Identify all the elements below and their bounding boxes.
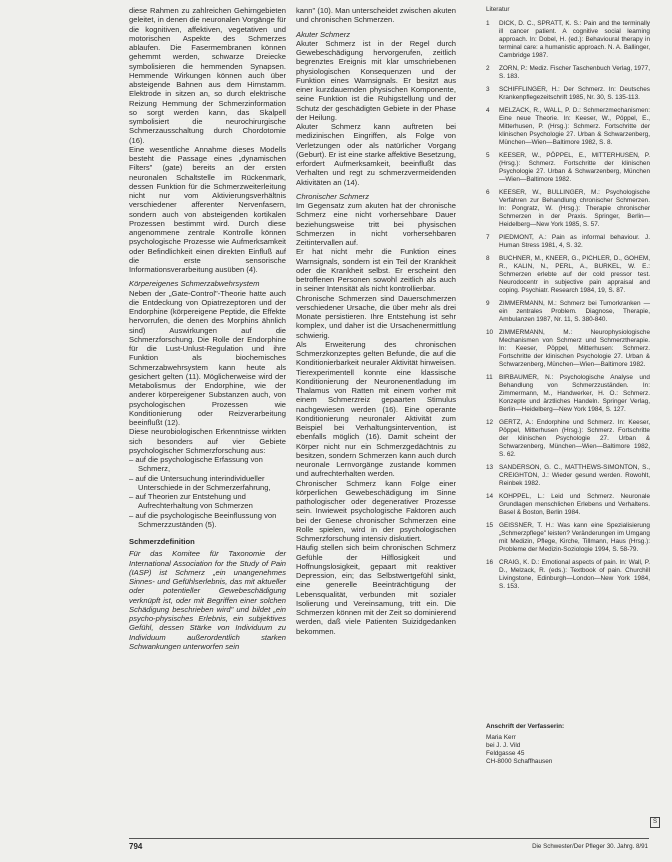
reference-number: 16 xyxy=(486,559,494,567)
reference-text: GEISSNER, T. H.: Was kann eine Spezialisierung „Schmerzpflege" leisten? Veränderungen im Umgang mit Medizin, Pflege, Kirche, Tillmann, Haus (Hrsg.): Probleme der Medizin-Soziologie 1994, S. 58-79. xyxy=(499,522,650,554)
reference-item xyxy=(486,86,650,102)
reference-text: DICK, D. C., SPRATT, K. S.: Pain and the terminally ill cancer patient. A cognitive social learning approach. In: Dobel, H. (ed.): Behavioural therapy in terminal care: a humanistic approach. N. A. Ballinger, Cambridge 1987. xyxy=(499,19,650,59)
reference-text: ZIMMERMANN, M.: Schmerz bei Tumorkranken — ein zentrales Problem. Diagnose, Therapie, Ambulanzen 1987, Nr. 11, S. 380-840. xyxy=(499,300,650,324)
reference-text: SANDERSON, G. C., MATTHEWS-SIMONTON, S., CREIGHTON, J.: Wieder gesund werden. Rowohlt, Reinbek 1982. xyxy=(499,464,650,487)
reference-item xyxy=(486,419,650,459)
paragraph: Im Gegensatz zum akuten hat der chronische Schmerz eine nicht vorhersehbare Dauer beziehungsweise tritt bei physischen Schmerzen in nicht vorhersehbaren Zeitintervallen auf. xyxy=(296,201,456,247)
reference-number: 15 xyxy=(486,522,494,530)
paragraph: Chronische Schmerzen sind Dauerschmerzen verschiedener Ursache, die über mehr als drei Monate persistieren. Ihre Entstehung ist sehr komplex, und daher ist die Ursachenermittlung schwierig. xyxy=(296,293,456,340)
reference-number: 4 xyxy=(486,107,490,115)
references-title: Literatur xyxy=(486,6,510,13)
paragraph: kann" (10). Man unterscheidet zwischen akuten und chronischen Schmerzen. xyxy=(296,6,456,25)
reference-number: 1 xyxy=(486,19,490,27)
address-line: bei J. J. Vild xyxy=(486,742,521,749)
paragraph: Akuter Schmerz kann auftreten bei medizinischen Eingriffen, als Folge von Verletzungen oder als natürlicher Vorgang (Geburt). Er ist eine starke affektive Besetzung, erfordert Aufmerksamkeit, beeinflußt das Verhalten und regt zu schmerzvermeidenden Aktivitäten an (14). xyxy=(296,122,456,187)
address-line: Maria Kerr xyxy=(486,734,516,741)
reference-item xyxy=(486,464,650,488)
subheading: Körpereigenes Schmerzabwehrsystem xyxy=(129,279,260,289)
reference-text: MELZACK, R., WALL, P. D.: Schmerzmechanismen: Eine neue Theorie. In: Keeser, W., Pöppel, E., Mitterhusen, P. (Hrsg.): Schmerz. Fortschritte der klinischen Psychologie 27. Urban & Schwarzenberg, München—Wien—Baltimore 1982, S. 8. xyxy=(499,107,650,146)
journal-footer: Die Schwester/Der Pfleger 30. Jahrg. 8/91 xyxy=(532,843,648,850)
reference-number: 6 xyxy=(486,189,490,197)
paragraph: diese Rahmen zu zahlreichen Gehirngebieten geleitet, in denen die neuronalen Vorgänge für die kognitiven, affektiven, vegetativen und motorischen Aspekte des Schmerzes ablaufen. Die Fasermembranen können gehemmt werden, schwarze Dreiecke symbolisieren die hemmenden Synapsen. Hemmende Wirkungen können auch über absteigende Bahnen aus dem Hirnstamm. Elektrode in sitzen an, so durch elektrische Reizung Hemmung der Schmerzinformation so sorgt werden kann, das Skalpell symbolisiert die neurochirurgische Schmerzausschaltung durch Chordotomie (16). xyxy=(129,6,286,145)
reference-text: ZIMMERMANN, M.: Neurophysiologische Mechanismen von Schmerz und Schmerztherapie. In: Keeser, Pöppel, Mitterhusen: Schmerz. Fortschritte der klinischen Psychologie 27. Urban & Schwarzenberg, München—Wien—Baltimore 1982. xyxy=(499,329,650,368)
author-address xyxy=(486,723,646,766)
reference-item xyxy=(486,300,650,324)
paragraph: Eine wesentliche Annahme dieses Modells besteht die Passage eines „dynamischen Filters" (gate) bereits an der ersten neuronalen Schaltstelle im Rückenmark, dessen Funktion für die Schmerzweiterleitung nicht nur vom Aktivierungsverhältnis verschiedener afferenter Nervenfasern, sondern auch von absteigenden kortikalen Prozessen bestimmt wird. Durch diese angenommene zentrale Kontrolle können psychologische Prozesse wie Aufmerksamkeit oder Befindlichkeit einen direkten Einfluß auf die erste sensorische Informationsverarbeitung ausüben (4). xyxy=(129,144,286,274)
list-item: – auf die psychologische Beeinflussung von Schmerzzuständen (5). xyxy=(129,511,286,530)
reference-number: 3 xyxy=(486,86,490,94)
reference-list xyxy=(486,20,650,591)
paragraph: Akuter Schmerz ist in der Regel durch Gewebeschädigung hervorgerufen, zeitlich begrenztes Ereignis mit klar umschriebenen physiologischen Konsequenzen und der Funktion eines Warnsignals. Er besitzt aus einer kurzdauernden physischen Komponente, seine Funktion ist die Ruhigstellung und der Schutz der geschädigten Gebiete in der Phase der Heilung. xyxy=(296,38,456,122)
paragraph: Neben der „Gate-Control"-Theorie hatte auch die Entdeckung von Opiatrezeptoren und der Endorphine (körpereigene Peptide, die Effekte hervorrufen, die denen des Morphins ähnlich sind) Auswirkungen auf die Schmerzforschung. Die Rolle der Endorphine für die Lust-Unlust-Regulation und ihre Funktion als biochemisches Schmerzabwehrsystem kann heute als gesichert gelten (11). Möglicherweise wird der Metabolismus der Endorphine, wie der anderer körpereigener Substanzen auch, von psychologischen Prozessen wie Konditionierung oder Reizverarbeitung beeinflußt (12). xyxy=(129,288,286,427)
references-column xyxy=(486,6,650,596)
reference-number: 2 xyxy=(486,64,490,72)
reference-item xyxy=(486,189,650,229)
reference-number: 7 xyxy=(486,234,490,242)
bullet-list xyxy=(129,455,286,529)
paragraph: Häufig stellen sich beim chronischen Schmerz Gefühle der Hilflosigkeit und Hoffnungslosigkeit, gepaart mit reaktiver Depression, ein; das Selbstwertgefühl sinkt, eine generelle Beeinträchtigung der Lebensqualität, verbunden mit sozialer Isolierung und Vereinsamung, tritt ein. Die Schmerzen können mit der Zeit so dominierend werden, daß viele Patienten Suizidgedanken bekommen. xyxy=(296,543,456,636)
subheading: Chronischer Schmerz xyxy=(296,191,370,201)
reference-text: SCHIFFLINGER, H.: Der Schmerz. In: Deutsches Krankenpflegezeitschrift 1985, Nr. 30, S. 135-113. xyxy=(499,86,650,101)
address-line: Feldgasse 45 xyxy=(486,750,525,757)
paragraph: Diese neurobiologischen Erkenntnisse wirkten sich besonders auf vier Gebiete psychologischer Schmerzforschung aus: xyxy=(129,427,286,455)
list-item: – auf Theorien zur Entstehung und Aufrechterhaltung von Schmerzen xyxy=(129,492,286,511)
address-heading: Anschrift der Verfasserin: xyxy=(486,723,565,730)
reference-number: 10 xyxy=(486,329,494,337)
text-column-2 xyxy=(296,6,456,636)
reference-item xyxy=(486,234,650,250)
page-number: 794 xyxy=(129,842,143,851)
list-item: – auf die Untersuchung interindividueller Unterschiede in der Schmerzerfahrung, xyxy=(129,474,286,493)
reference-item xyxy=(486,329,650,369)
reference-text: GERTZ, A.: Endorphine und Schmerz. In: Keeser, Pöppel, Mitterhusen (Hrsg.): Schmerz. Fortschritte der klinischen Psychologie 27. Urban & Schwarzenberg, München—Wien—Baltimore 1982, S. 62. xyxy=(499,419,650,458)
address-line: CH-8000 Schaffhausen xyxy=(486,758,553,765)
reference-number: 9 xyxy=(486,300,490,308)
reference-number: 5 xyxy=(486,152,490,160)
reference-item xyxy=(486,255,650,295)
reference-item xyxy=(486,374,650,414)
reference-item xyxy=(486,107,650,147)
reference-text: ZORN, P.: Mediz. Fischer Taschenbuch Verlag, 1977, S. 183. xyxy=(499,64,650,80)
reference-text: PIEDMONT, A.: Pain as informal behaviour. J. Human Stress 1981, 4, S. 32. xyxy=(499,234,650,249)
section-heading: Schmerzdefinition xyxy=(129,537,195,546)
footer-rule xyxy=(129,838,649,839)
reference-item xyxy=(486,65,650,81)
reference-text: CRAIG, K. D.: Emotional aspects of pain. In: Wall, P. D., Melzack, R. (eds.): Textbook of pain. Churchill Livingstone, Edinburgh—London—New York 1984, S. 153. xyxy=(499,559,650,591)
reference-text: KEESER, W., BULLINGER, M.: Psychologische Verfahren zur Behandlung chronischer Schmerzen. In: Pongratz, W. (Hrsg.): Therapie chronischer Schmerzen in der Praxis. Springer, Berlin—Heidelberg—New York 1985, S. 57. xyxy=(499,189,650,228)
reference-item xyxy=(486,559,650,591)
subheading: Akuter Schmerz xyxy=(296,29,351,39)
reference-item xyxy=(486,152,650,184)
text-column-1 xyxy=(129,6,286,651)
list-item: – auf die psychologische Erfassung von Schmerz, xyxy=(129,455,286,474)
reference-number: 12 xyxy=(486,419,494,427)
reference-text: BIRBAUMER, N.: Psychologische Analyse und Behandlung von Schmerzzuständen. In: Zimmermann, M., Handwerker, H. O.: Schmerz. Konzepte und ärztliches Handeln. Springer Verlag, Berlin—Heidelberg—New York 1984, S. 127. xyxy=(499,374,650,413)
reference-text: KEESER, W., PÖPPEL, E., MITTERHUSEN, P. (Hrsg.): Schmerz. Fortschritte der klinischen Psychologie 27. Urban & Schwarzenberg, München—Wien—Baltimore 1982. xyxy=(499,152,650,183)
corner-mark: S xyxy=(650,817,660,828)
reference-item xyxy=(486,522,650,554)
reference-number: 13 xyxy=(486,464,494,472)
paragraph: Er hat nicht mehr die Funktion eines Warnsignals, sondern ist ein Teil der Krankheit oder die Krankheit selbst. Er erscheint den betroffenen Personen sowohl zeitlich als auch in seiner Intensität als nicht kontrollierbar. xyxy=(296,247,456,294)
reference-text: KOHPPEL, L.: Leid und Schmerz. Neuronale Grundlagen menschlichen Erlebens und Verhaltens. Basel & Boston, Berlin 1984. xyxy=(499,493,650,517)
reference-item xyxy=(486,493,650,517)
reference-number: 11 xyxy=(486,374,493,382)
paragraph: Als Erweiterung des chronischen Schmerzkonzeptes gelten Befunde, die auf die Konditionierbarkeit neuraler Aktivität hinweisen. Tierexperimentell konnte eine klassische Konditionierung der Neuronenentladung im Thalamus von Ratten mit einem vorher mit einem Schmerzreiz gepaarten Stimulus nachgewiesen werden (16). Eine operante Konditionierung neuronaler Aktivität zum Beispiel bei Verhaltungsintervention, ist ebenfalls möglich (16). Damit scheint der Körper nicht nur ein Schmerzgedächtnis zu besitzen, sondern Schmerzen kann auch durch neuronale Lernvorgänge zustande kommen und aufrechterhalten werden. xyxy=(296,339,456,479)
reference-number: 8 xyxy=(486,255,490,263)
reference-item xyxy=(486,20,650,60)
paragraph: Chronischer Schmerz kann Folge einer körperlichen Gewebeschädigung im Sinne pathologischer oder degenerativer Prozesse sein. Inwieweit psychologische Faktoren auch bei der Genese chronischer Schmerzen eine Rolle spielen, wird in der psychologischen Schmerzforschung intensiv diskutiert. xyxy=(296,478,456,543)
reference-number: 14 xyxy=(486,493,494,501)
reference-text: BUCHNER, M., KNEER, G., PICHLER, D., GOHEM, R., KALIN, N., PERL, A., BURKEL, W. E.: Schmerzen erlebte auf der cold pressor test. Neurodocentr in subjective pain appraisal and coping. Psychiatr. Research 1984, 19, S. 87. xyxy=(499,255,650,294)
paragraph: Für das Komitee für Taxonomie der International Association for the Study of Pain (IASP) ist Schmerz „ein unangenehmes Sinnes- und Gefühlserlebnis, das mit aktueller oder potentieller Gewebeschädigung verknüpft ist, oder mit Begriffen einer solchen Schädigung beschrieben wird" und bildet „ein psycho-physisches Erlebnis, ein subjektives Gefühl, dessen Stärke von Individuum zu Individuum außerordentlich starken Schwankungen unterworfen sein xyxy=(129,549,286,651)
